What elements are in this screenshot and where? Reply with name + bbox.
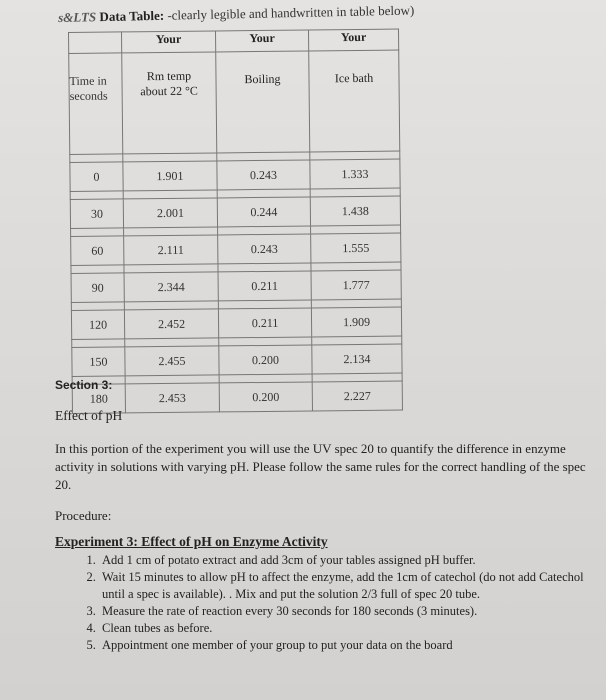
boiling-cell: 0.211 — [218, 271, 311, 301]
ice-bath-cell: 1.333 — [310, 159, 400, 189]
boiling-column-label: Boiling — [216, 51, 310, 153]
time-cell: 120 — [71, 310, 124, 340]
time-cell: 90 — [71, 273, 124, 303]
time-cell: 180 — [72, 384, 125, 414]
ice-bath-cell: 1.555 — [311, 233, 401, 263]
time-cell: 60 — [71, 236, 124, 266]
table-row — [72, 344, 402, 376]
ice-bath-column-label: Ice bath — [309, 50, 400, 152]
rm-temp-cell: 2.344 — [124, 272, 218, 302]
ice-bath-cell: 2.134 — [312, 344, 402, 374]
section-3 — [55, 378, 603, 654]
boiling-cell: 0.243 — [217, 160, 310, 190]
table-row — [70, 159, 400, 191]
boiling-cell: 0.243 — [218, 234, 311, 264]
rm-temp-cell: 2.001 — [123, 198, 217, 228]
rm-temp-cell: 1.901 — [123, 161, 217, 191]
rm-temp-cell: 2.111 — [124, 235, 218, 265]
time-label-line-2: seconds — [69, 88, 108, 103]
ice-bath-cell: 2.227 — [312, 381, 402, 411]
header-cell-your-3: Your — [308, 29, 398, 51]
header-prefix: s&LTS — [58, 9, 97, 25]
table-row — [71, 270, 401, 302]
experiment-title: Experiment 3: Effect of pH on Enzyme Activity — [55, 534, 328, 549]
list-item: 3. Measure the rate of reaction every 30 seconds for 180 seconds (3 minutes). — [99, 603, 603, 620]
time-cell: 30 — [70, 199, 123, 229]
ice-bath-cell: 1.438 — [310, 196, 400, 226]
rm-label-line-1: Rm temp — [146, 68, 192, 84]
table-row — [71, 307, 401, 339]
rm-temp-cell: 2.455 — [125, 346, 219, 376]
section-subtitle: Effect of pH — [55, 408, 123, 423]
time-column-label — [69, 53, 123, 155]
boiling-cell: 0.211 — [218, 308, 311, 338]
rm-temp-cell: 2.452 — [124, 309, 218, 339]
header-cell-empty — [69, 32, 122, 54]
header-cell-your-1: Your — [122, 31, 216, 53]
table-row — [71, 233, 401, 265]
rm-label-line-2: about 22 °C — [140, 83, 198, 99]
procedure-label: Procedure: — [55, 508, 112, 523]
time-label-line-1: Time in — [69, 73, 107, 88]
list-item: 4. Clean tubes as before. — [99, 620, 603, 637]
time-cell: 0 — [70, 162, 123, 192]
table-row — [70, 196, 400, 228]
section-title: Section 3: — [55, 378, 113, 392]
header-cell-your-2: Your — [215, 30, 308, 52]
data-table-header — [58, 0, 598, 26]
boiling-cell: 0.200 — [219, 382, 312, 412]
rm-temp-column-label — [122, 52, 217, 154]
rm-temp-cell: 2.453 — [125, 383, 219, 413]
boiling-cell: 0.200 — [219, 345, 312, 375]
boiling-cell: 0.244 — [217, 197, 310, 227]
ice-bath-cell: 1.777 — [311, 270, 401, 300]
ice-bath-cell: 1.909 — [311, 307, 401, 337]
data-table — [68, 29, 403, 414]
header-note: -clearly legible and handwritten in table below) — [167, 2, 415, 23]
list-item: 5. Appointment one member of your group to put your data on the board — [99, 637, 603, 654]
procedure-steps — [55, 552, 603, 654]
time-cell: 150 — [72, 347, 125, 377]
list-item: 1. Add 1 cm of potato extract and add 3cm of your tables assigned pH buffer. — [99, 552, 603, 569]
header-label: Data Table: — [99, 7, 165, 25]
list-item: 2. Wait 15 minutes to allow pH to affect the enzyme, add the 1cm of catechol (do not add Catechol until a spec is available). . Mix and put the solution 2/3 full of spec 20 tube. — [99, 569, 603, 603]
section-paragraph: In this portion of the experiment you will use the UV spec 20 to quantify the difference in enzyme activity in solutions with varying pH. Please follow the same rules for the correct handling of the spec 20. — [55, 441, 586, 492]
table-subheader-row — [69, 50, 400, 154]
